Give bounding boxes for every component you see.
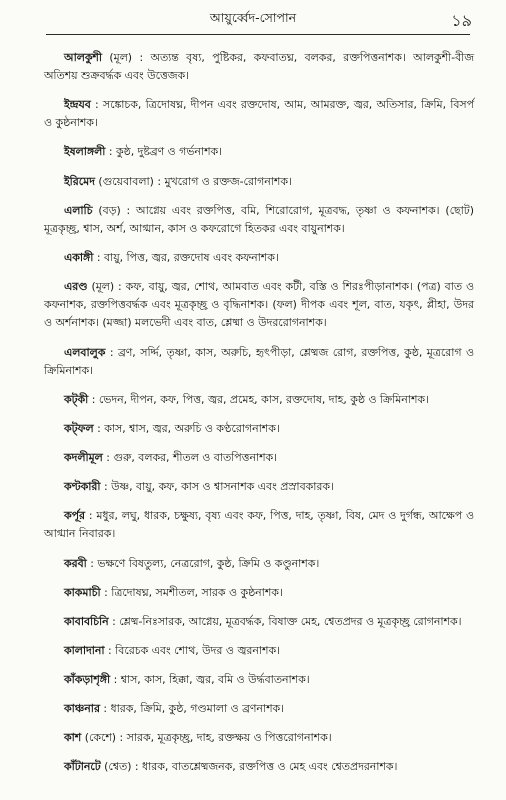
entry-indrajab bbox=[44, 96, 474, 132]
entry-text: : ধারক, ক্রিমি, কুষ্ঠ, গণ্ডমালা ও ব্রণনাশক। bbox=[99, 702, 285, 715]
entry-term: কাঁটানটে bbox=[64, 760, 101, 774]
entry-term: একাঙ্গী bbox=[64, 250, 94, 264]
entry-ishalangali bbox=[44, 143, 474, 161]
entry-kankrashringi bbox=[44, 671, 474, 689]
entry-kantanate bbox=[44, 758, 474, 776]
entry-text: : শ্বাস, কাস, হিক্কা, জ্বর, বমি ও উর্দ্ধবাতনাশক। bbox=[110, 672, 310, 686]
entry-term: আলকুশী bbox=[64, 50, 102, 64]
entry-list bbox=[44, 38, 474, 779]
entry-kababchini bbox=[44, 613, 474, 631]
entry-kash bbox=[44, 729, 474, 747]
entry-text: : ব্রণ, সর্দ্দি, তৃষ্ণা, কাস, অরুচি, হৃৎপীড়া, শ্লেষ্মজ রোগ, রক্তপিত্ত, কুষ্ঠ, মূত্ররোগ ও ক্রিমিনাশক। bbox=[44, 345, 474, 377]
entry-term: কাঁকড়াশৃঙ্গী bbox=[64, 672, 111, 686]
entry-text: (কেশে) : সারক, মূত্রকৃচ্ছ্র, দাহ, রক্তক্ষয় ও পিত্তরোগনাশক। bbox=[81, 731, 332, 745]
entry-term: করবী bbox=[64, 556, 87, 570]
entry-text: : ত্রিদোষঘ্ন, সমশীতল, সারক ও কুষ্ঠনাশক। bbox=[100, 585, 283, 599]
entry-text: (মূল) : অত্যন্ত বৃষ্য, পুষ্টিকর, কফবাতঘ্ন, বলকর, রক্তপিত্তনাশক। আলকুশী-বীজ অতিশয় শুক্রবর্দ্ধক এবং উত্তেজক। bbox=[44, 50, 474, 83]
entry-term: এলাচি bbox=[64, 203, 93, 217]
entry-term: ইন্দ্রযব bbox=[64, 98, 91, 112]
entry-text: (মূল) : কফ, বায়ু, জ্বর, শোথ, আমবাত এবং কটী, বস্তি ও শিরঃপীড়ানাশক। (পত্র) বাত ও কফনাশক, রক্তপিত্তবর্দ্ধক এবং মূত্রকৃচ্ছ্র ও বৃদ্ধিনাশক। (ফল) দীপক এবং শূল, বাত, যকৃৎ, প্লীহা, উদর ও অর্শনাশক। (মজ্জা) মলভেদী এবং বাত, শ্লেষ্মা ও উদররোগনাশক। bbox=[44, 280, 474, 330]
entry-term: কট্‌কী bbox=[64, 392, 89, 406]
entry-text: (শ্বেত) : ধারক, বাতশ্লেষ্মজনক, রক্তপিত্ত ও মেহ এবং শ্বেতপ্রদরনাশক। bbox=[100, 760, 398, 774]
entry-text: : মধুর, লঘু, ধারক, চক্ষুষ্য, বৃষ্য এবং কফ, পিত্ত, দাহ, তৃষ্ণা, বিষ, মেদ ও দুর্গন্ধ, আক্ষেপ ও আগ্মান নিবারক। bbox=[44, 509, 474, 541]
entry-term: এলবালুক bbox=[64, 345, 106, 359]
entry-kaladana bbox=[44, 642, 474, 660]
page-number: ১৯ bbox=[451, 11, 472, 30]
entry-ekangi bbox=[44, 249, 474, 267]
entry-term: কালাদানা bbox=[64, 643, 105, 657]
entry-text: : কুষ্ঠ, দুষ্টব্রণ ও গর্ভনাশক। bbox=[105, 145, 223, 159]
entry-text: : বায়ু, পিত্ত, জ্বর, রক্তদোষ এবং কফনাশক। bbox=[93, 250, 279, 264]
entry-kantakari bbox=[44, 478, 474, 496]
entry-term: কর্পূর bbox=[64, 509, 86, 523]
entry-kadalimul bbox=[44, 449, 474, 467]
entry-text: : ভেদন, দীপন, কফ, পিত্ত, জ্বর, প্রমেহ, কাস, রক্তদোষ, দাহ, কুষ্ঠ ও ক্রিমিনাশক। bbox=[88, 392, 429, 406]
entry-term: কদলীমূল bbox=[64, 451, 103, 465]
page-header bbox=[0, 8, 506, 30]
entry-text: : গুরু, বলকর, শীতল ও বাতপিত্তনাশক। bbox=[102, 451, 278, 465]
entry-eranda bbox=[44, 278, 474, 333]
entry-term: এরণ্ড bbox=[64, 280, 88, 294]
entry-term: ইষলাঙ্গলী bbox=[64, 145, 106, 159]
entry-katki bbox=[44, 391, 474, 409]
entry-elachi bbox=[44, 202, 474, 238]
entry-text: : শ্লেষ্ম-নিঃসারক, আগ্নেয়, মূত্রবর্দ্ধক, বিষাক্ত মেহ, শ্বেতপ্রদর ও মূত্রকৃচ্ছ্র রোগনাশক। bbox=[108, 614, 462, 628]
entry-term: ইরিমেদ bbox=[64, 174, 95, 188]
entry-elabaluk bbox=[44, 344, 474, 380]
entry-text: : সঙ্কোচক, ত্রিদোষঘ্ন, দীপন এবং রক্তদোষ, আম, আমরক্ত, জ্বর, অতিসার, ক্রিমি, বিসর্প ও কুষ্ঠনাশক। bbox=[44, 98, 474, 130]
entry-karabi bbox=[44, 555, 474, 573]
entry-term: কট্‌ফল bbox=[64, 421, 94, 435]
entry-text: (বড়) : আগ্নেয় এবং রক্তপিত্ত, বমি, শিরোরোগ, মূত্রবদ্ধ, তৃষ্ণা ও কফনাশক। (ছোট) মূত্রকৃচ্ছ্র, শ্বাস, অর্শ, আগ্মান, কাস ও কফরোগে হিতকর এবং বায়ুনাশক। bbox=[44, 203, 474, 235]
entry-term: কাকমাচী bbox=[64, 585, 101, 599]
entry-term: কাশ bbox=[64, 731, 82, 745]
header-rule bbox=[46, 34, 470, 35]
running-title: আয়ুর্ব্বেদ-সোপান bbox=[209, 10, 297, 25]
entry-text: : উষ্ণ, বায়ু, কফ, কাস ও শ্বাসনাশক এবং প্রস্রাবকারক। bbox=[100, 480, 334, 494]
entry-term: কাবাবচিনি bbox=[64, 614, 109, 628]
entry-katphal bbox=[44, 420, 474, 438]
entry-text: : কাস, শ্বাস, জ্বর, অরুচি ও কণ্ঠরোগনাশক। bbox=[93, 421, 280, 435]
entry-text: : বিরেচক এবং শোথ, উদর ও জ্বরনাশক। bbox=[104, 643, 280, 657]
entry-text: : ভক্ষণে বিষতুল্য, নেত্ররোগ, কুষ্ঠ, ক্রিমি ও কণ্ডুনাশক। bbox=[86, 556, 320, 570]
entry-karpur bbox=[44, 507, 474, 543]
entry-term: কণ্টকারী bbox=[64, 480, 101, 494]
entry-kanchanar bbox=[44, 700, 474, 718]
entry-term: কাঞ্চনার bbox=[64, 702, 100, 715]
entry-irimed bbox=[44, 173, 474, 191]
entry-alkushi bbox=[44, 49, 474, 85]
entry-kakmachi bbox=[44, 584, 474, 602]
entry-text: (গুয়েবাবলা) : মুখরোগ ও রক্তজ-রোগনাশক। bbox=[94, 174, 292, 188]
